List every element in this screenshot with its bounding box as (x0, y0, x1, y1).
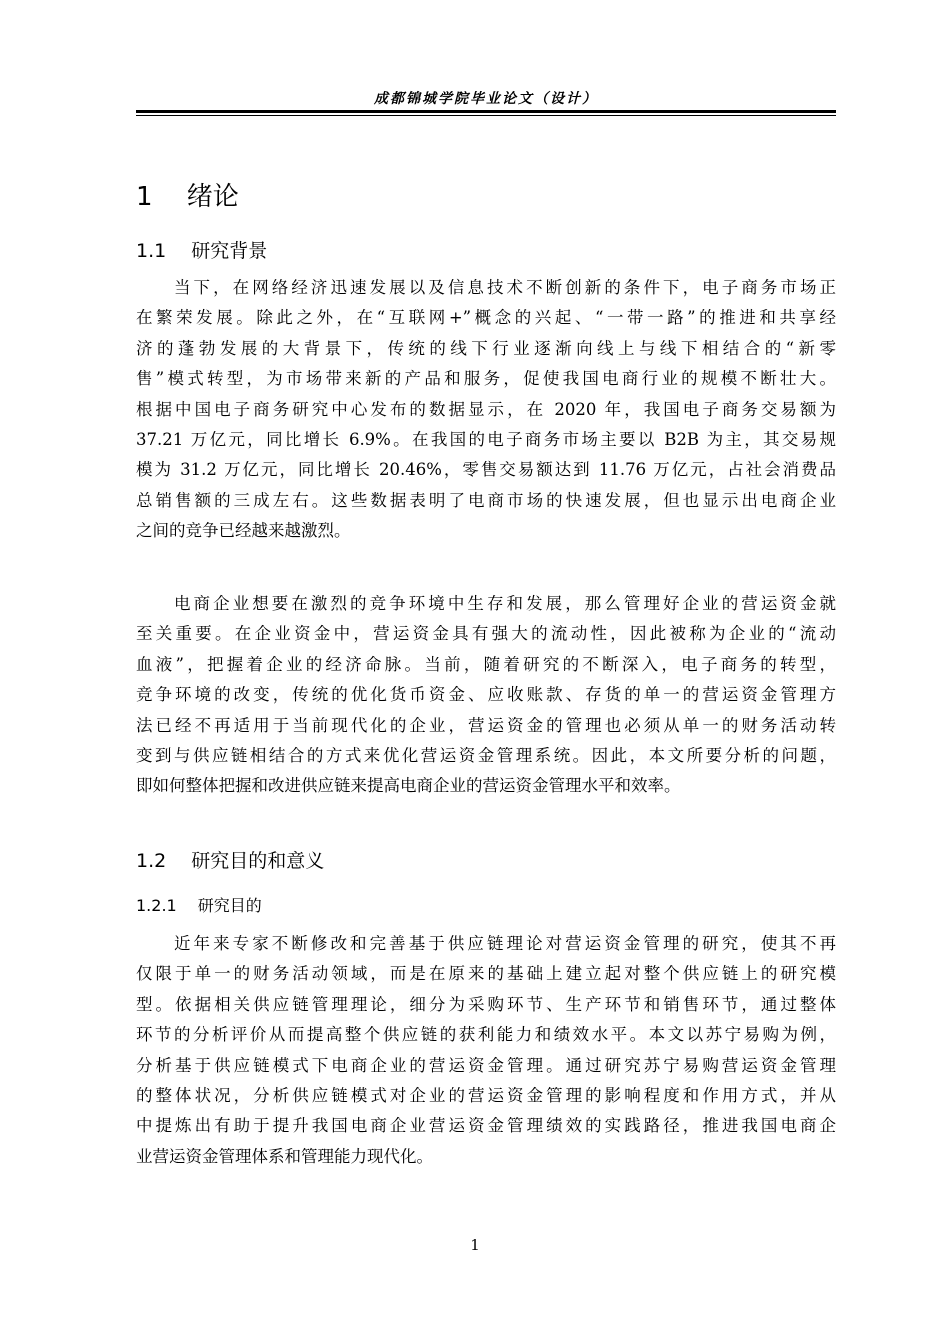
paragraph-line: 仅限于单一的财务活动领域，而是在原来的基础上建立起对整个供应链上的研究模 (136, 964, 836, 984)
paragraph-line: 模为 31.2 万亿元，同比增长 20.46%，零售交易额达到 11.76 万亿元，占社会消费品 (136, 460, 836, 480)
paragraph-line: 业营运资金管理体系和管理能力现代化。 (136, 1146, 433, 1166)
paragraph-line: 总销售额的三成左右。这些数据表明了电商市场的快速发展，但也显示出电商企业 (136, 490, 836, 510)
page-number: 1 (470, 1236, 480, 1254)
paragraph-line: 型。依据相关供应链管理理论，细分为采购环节、生产环节和销售环节，通过整体 (136, 994, 836, 1014)
paragraph-line: 济的蓬勃发展的大背景下，传统的线下行业逐渐向线上与线下相结合的“新零 (136, 338, 836, 358)
paragraph-line: 环节的分析评价从而提高整个供应链的获利能力和绩效水平。本文以苏宁易购为例， (136, 1025, 836, 1045)
paragraph-line: 在繁荣发展。除此之外，在“互联网+”概念的兴起、“一带一路”的推进和共享经 (136, 308, 836, 328)
running-header: 成都锦城学院毕业论文（设计） (374, 91, 598, 107)
paragraph-line: 之间的竞争已经越来越激烈。 (136, 521, 351, 541)
paragraph-line: 电商企业想要在激烈的竞争环境中生存和发展，那么管理好企业的营运资金就 (174, 594, 836, 613)
paragraph-line: 法已经不再适用于当前现代化的企业，营运资金的管理也必须从单一的财务活动转 (136, 715, 836, 735)
chapter-heading: 1 绪论 (136, 182, 239, 212)
header-rule-thick (136, 110, 836, 113)
paragraph-line: 近年来专家不断修改和完善基于供应链理论对营运资金管理的研究，使其不再 (174, 934, 836, 953)
paragraph-line: 即如何整体把握和改进供应链来提高电商企业的营运资金管理水平和效率。 (136, 776, 681, 796)
header-rule-thin (136, 115, 836, 116)
paragraph-line: 血液”，把握着企业的经济命脉。当前，随着研究的不断深入，电子商务的转型， (136, 654, 836, 674)
paragraph-line: 中提炼出有助于提升我国电商企业营运资金管理绩效的实践路径，推进我国电商企 (136, 1116, 836, 1136)
subsection-heading-1-2-1: 1.2.1 研究目的 (136, 896, 262, 915)
section-heading-1-2: 1.2 研究目的和意义 (136, 850, 325, 872)
section-heading-1-1: 1.1 研究背景 (136, 240, 268, 262)
paragraph-line: 售”模式转型，为市场带来新的产品和服务，促使我国电商行业的规模不断壮大。 (136, 369, 836, 389)
paragraph-research-purpose (136, 929, 836, 1172)
paragraph-line: 竞争环境的改变，传统的优化货币资金、应收账款、存货的单一的营运资金管理方 (136, 685, 836, 705)
paragraph-line: 当下，在网络经济迅速发展以及信息技术不断创新的条件下，电子商务市场正 (174, 278, 836, 297)
paragraph-line: 根据中国电子商务研究中心发布的数据显示，在 2020 年，我国电子商务交易额为 (136, 399, 836, 419)
paragraph-line: 37.21 万亿元，同比增长 6.9%。在我国的电子商务市场主要以 B2B 为主，其交易规 (136, 429, 836, 449)
paragraph-research-background-1 (136, 273, 836, 547)
paragraph-research-background-2 (136, 589, 836, 802)
paragraph-line: 变到与供应链相结合的方式来优化营运资金管理系统。因此，本文所要分析的问题， (136, 745, 836, 765)
paragraph-line: 至关重要。在企业资金中，营运资金具有强大的流动性，因此被称为企业的“流动 (136, 624, 836, 644)
paragraph-line: 的整体状况，分析供应链模式对企业的营运资金管理的影响程度和作用方式，并从 (136, 1085, 836, 1105)
paragraph-line: 分析基于供应链模式下电商企业的营运资金管理。通过研究苏宁易购营运资金管理 (136, 1055, 836, 1075)
